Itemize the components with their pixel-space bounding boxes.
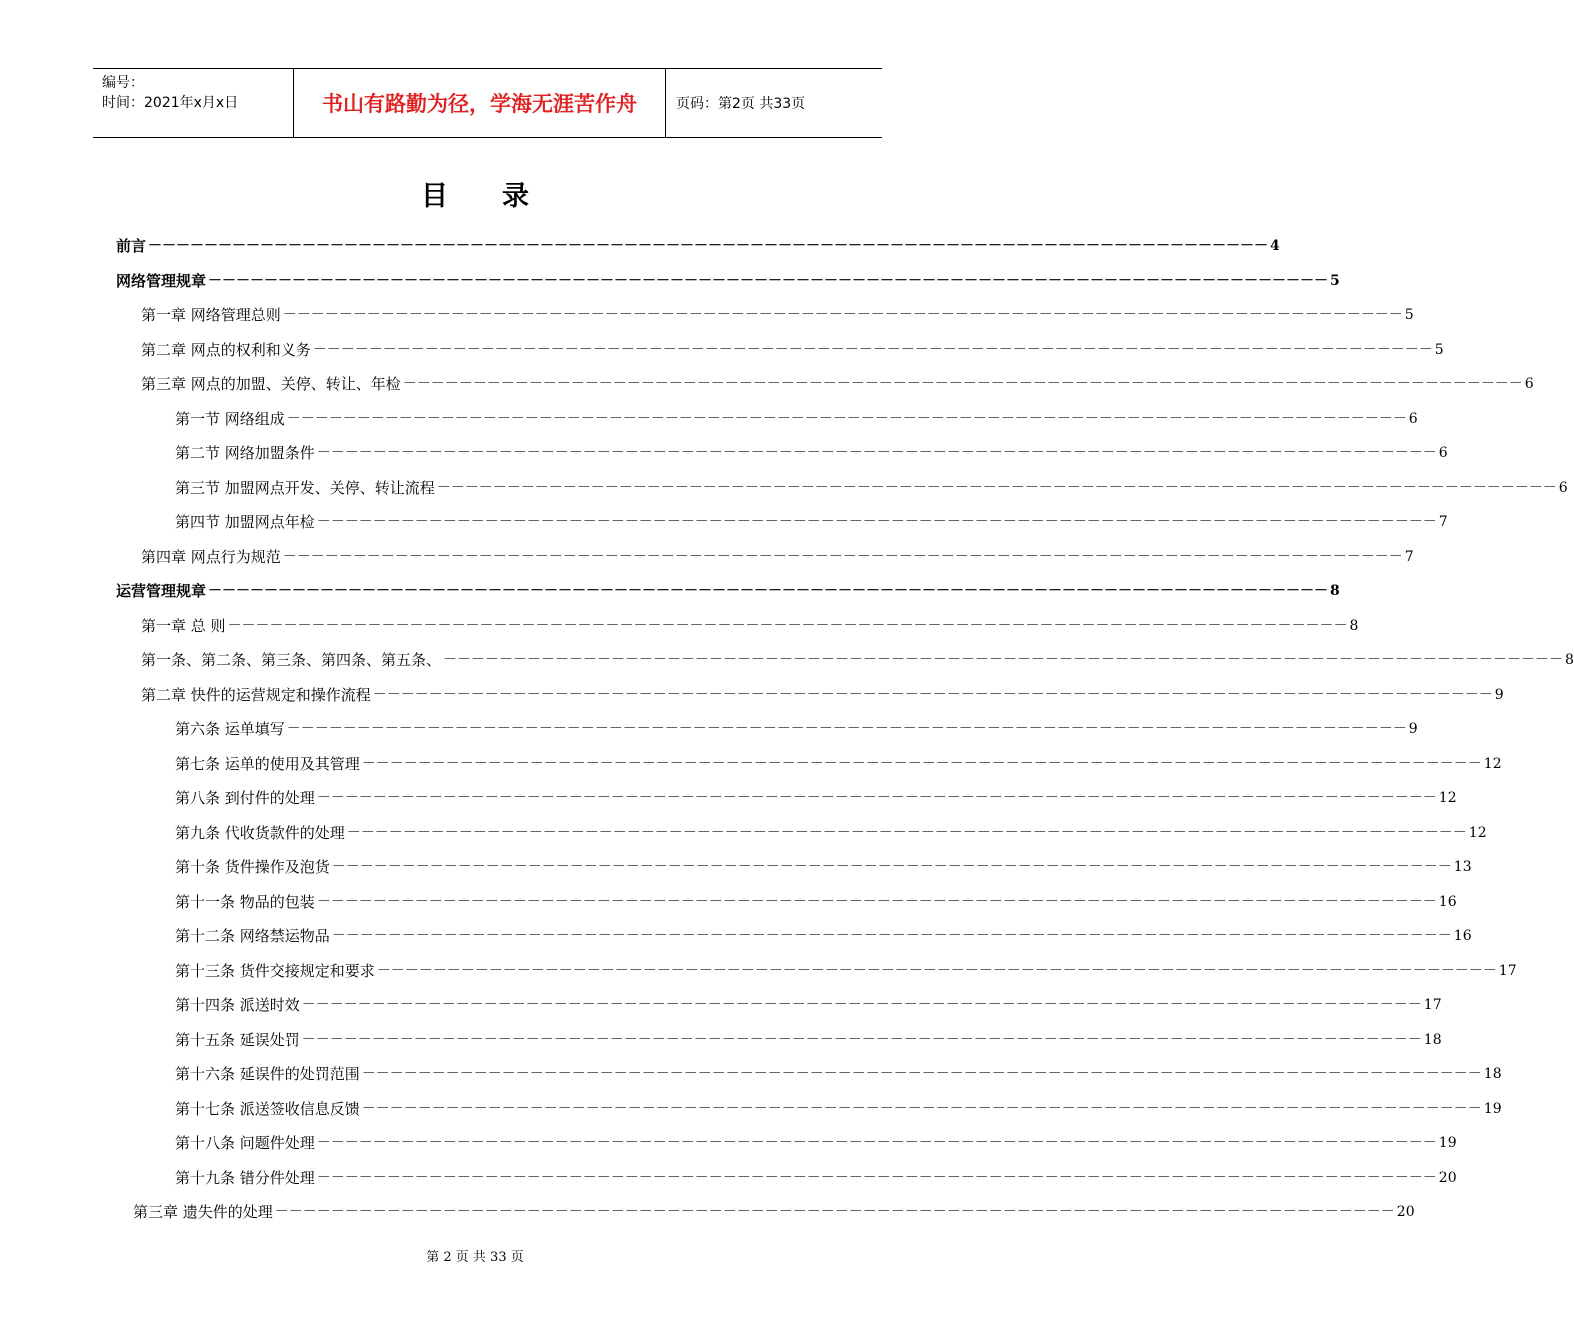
page-header [93,68,882,138]
toc-entry-label: 第十八条 问题件处理 [175,1134,315,1152]
toc-entry[interactable] [175,510,1448,534]
toc-entry-label: 第二章 快件的运营规定和操作流程 [141,685,371,704]
page-title: 目录 [421,181,583,212]
toc-entry[interactable] [175,993,1442,1017]
toc-entry-label: 第十九条 错分件处理 [175,1168,315,1187]
toc-leader: －－－－－－－－－－－－－－－－－－－－－－－－－－－－－－－－－－－－－－－－－－－－－－－－－－－－－－－－－－－－－－－－－－－－－－－－－－－－－－－－ [301,997,1422,1013]
toc-leader: －－－－－－－－－－－－－－－－－－－－－－－－－－－－－－－－－－－－－－－－－－－－－－－－－－－－－－－－－－－－－－－－－－－－－－－－－－－－－－－－ [148,238,1269,254]
toc-entry[interactable] [175,476,1568,500]
toc-entry-page: 6 [1438,445,1448,461]
toc-entry-label: 第八条 到付件的处理 [175,789,315,807]
toc-entry-label: 第七条 运单的使用及其管理 [175,754,360,773]
toc-entry-page: 16 [1453,928,1472,944]
toc-entry-label: 第十二条 网络禁运物品 [175,927,330,945]
toc-entry-label: 第十七条 派送签收信息反馈 [175,1099,360,1118]
toc-entry[interactable] [141,614,1359,638]
toc-entry-label: 第二章 网点的权利和义务 [141,340,311,359]
toc-entry-page: 19 [1438,1135,1457,1151]
toc-entry[interactable] [175,786,1457,810]
toc-leader: －－－－－－－－－－－－－－－－－－－－－－－－－－－－－－－－－－－－－－－－－－－－－－－－－－－－－－－－－－－－－－－－－－－－－－－－－－－－－－－－ [301,1031,1422,1048]
toc-leader: －－－－－－－－－－－－－－－－－－－－－－－－－－－－－－－－－－－－－－－－－－－－－－－－－－－－－－－－－－－－－－－－－－－－－－－－－－－－－－－－ [227,617,1348,634]
toc-entry[interactable] [175,821,1487,845]
toc-entry-page: 6 [1524,376,1534,392]
toc-leader: －－－－－－－－－－－－－－－－－－－－－－－－－－－－－－－－－－－－－－－－－－－－－－－－－－－－－－－－－－－－－－－－－－－－－－－－－－－－－－－－ [286,721,1407,737]
page-footer: 第 2 页 共 33 页 [426,1250,524,1265]
toc-entry-page: 6 [1408,410,1418,427]
toc-entry[interactable] [175,441,1448,465]
header-page-info: 页码：第2页 共33页 [676,96,806,112]
toc-entry-page: 7 [1438,514,1448,530]
toc-entry-label: 第一条、第二条、第三条、第四条、第五条、 [141,651,442,669]
toc-entry[interactable] [175,890,1457,914]
toc-entry-page: 8 [1349,617,1359,634]
toc-entry-page: 16 [1438,893,1457,910]
toc-entry-label: 第十条 货件操作及泡货 [175,858,330,876]
toc-entry[interactable] [175,924,1472,948]
toc-leader: －－－－－－－－－－－－－－－－－－－－－－－－－－－－－－－－－－－－－－－－－－－－－－－－－－－－－－－－－－－－－－－－－－－－－－－－－－－－－－－－ [331,928,1452,944]
toc-entry[interactable] [141,683,1504,707]
toc-entry-label: 第四节 加盟网点年检 [175,513,315,531]
toc-entry-label: 网络管理规章 [116,271,207,290]
toc-entry-page: 17 [1423,997,1442,1013]
toc-leader: －－－－－－－－－－－－－－－－－－－－－－－－－－－－－－－－－－－－－－－－－－－－－－－－－－－－－－－－－－－－－－－－－－－－－－－－－－－－－－－－ [208,272,1329,289]
toc-leader: －－－－－－－－－－－－－－－－－－－－－－－－－－－－－－－－－－－－－－－－－－－－－－－－－－－－－－－－－－－－－－－－－－－－－－－－－－－－－－－－ [361,755,1482,772]
toc-entry-page: 8 [1330,583,1340,599]
toc-leader: －－－－－－－－－－－－－－－－－－－－－－－－－－－－－－－－－－－－－－－－－－－－－－－－－－－－－－－－－－－－－－－－－－－－－－－－－－－－－－－－ [286,410,1407,427]
toc-entry-page: 20 [1396,1204,1415,1220]
toc-entry-label: 前言 [116,237,147,255]
toc-leader: －－－－－－－－－－－－－－－－－－－－－－－－－－－－－－－－－－－－－－－－－－－－－－－－－－－－－－－－－－－－－－－－－－－－－－－－－－－－－－－－ [402,376,1523,392]
toc-entry-page: 6 [1558,479,1568,496]
toc-entry[interactable] [175,1028,1442,1052]
toc-entry-page: 5 [1404,307,1414,323]
toc-entry[interactable] [133,1200,1415,1224]
toc-entry-label: 第一节 网络组成 [175,409,285,428]
toc-entry-page: 5 [1330,272,1340,289]
toc-entry[interactable] [141,372,1534,396]
toc-entry-page: 8 [1565,652,1574,668]
toc-entry-label: 第十五条 延误处罚 [175,1030,300,1049]
toc-entry-page: 12 [1438,790,1457,806]
toc-entry-label: 第九条 代收货款件的处理 [175,823,345,842]
toc-leader: －－－－－－－－－－－－－－－－－－－－－－－－－－－－－－－－－－－－－－－－－－－－－－－－－－－－－－－－－－－－－－－－－－－－－－－－－－－－－－－－ [372,686,1493,703]
toc-entry-page: 13 [1453,859,1472,875]
toc-leader: －－－－－－－－－－－－－－－－－－－－－－－－－－－－－－－－－－－－－－－－－－－－－－－－－－－－－－－－－－－－－－－－－－－－－－－－－－－－－－－－ [312,341,1433,358]
toc-leader: －－－－－－－－－－－－－－－－－－－－－－－－－－－－－－－－－－－－－－－－－－－－－－－－－－－－－－－－－－－－－－－－－－－－－－－－－－－－－－－－ [331,859,1452,875]
toc-entry-label: 运营管理规章 [116,582,207,600]
toc-leader: －－－－－－－－－－－－－－－－－－－－－－－－－－－－－－－－－－－－－－－－－－－－－－－－－－－－－－－－－－－－－－－－－－－－－－－－－－－－－－－－ [282,307,1403,323]
toc-entry[interactable] [175,959,1517,983]
toc-entry-label: 第六条 运单填写 [175,720,285,738]
number-label: 编号： [102,75,144,91]
toc-leader: －－－－－－－－－－－－－－－－－－－－－－－－－－－－－－－－－－－－－－－－－－－－－－－－－－－－－－－－－－－－－－－－－－－－－－－－－－－－－－－－ [274,1204,1395,1220]
toc-entry[interactable] [141,545,1414,569]
toc-entry-page: 9 [1494,686,1504,703]
toc-entry[interactable] [116,269,1340,293]
toc-entry[interactable] [175,717,1418,741]
toc-entry-label: 第三章 遗失件的处理 [133,1203,273,1221]
toc-leader: －－－－－－－－－－－－－－－－－－－－－－－－－－－－－－－－－－－－－－－－－－－－－－－－－－－－－－－－－－－－－－－－－－－－－－－－－－－－－－－－ [376,962,1497,979]
toc-leader: －－－－－－－－－－－－－－－－－－－－－－－－－－－－－－－－－－－－－－－－－－－－－－－－－－－－－－－－－－－－－－－－－－－－－－－－－－－－－－－－ [316,1135,1437,1151]
toc-entry-page: 19 [1483,1100,1502,1117]
toc-entry-label: 第一章 总 则 [141,616,226,635]
toc-entry[interactable] [116,234,1280,258]
toc-entry[interactable] [116,579,1340,603]
toc-entry[interactable] [141,648,1574,672]
header-meta [93,69,293,137]
toc-leader: －－－－－－－－－－－－－－－－－－－－－－－－－－－－－－－－－－－－－－－－－－－－－－－－－－－－－－－－－－－－－－－－－－－－－－－－－－－－－－－－ [282,548,1403,565]
toc-entry-label: 第十四条 派送时效 [175,996,300,1014]
toc-entry-page: 17 [1498,962,1517,979]
toc-leader: －－－－－－－－－－－－－－－－－－－－－－－－－－－－－－－－－－－－－－－－－－－－－－－－－－－－－－－－－－－－－－－－－－－－－－－－－－－－－－－－ [316,445,1437,461]
toc-entry-label: 第一章 网络管理总则 [141,306,281,324]
toc-entry[interactable] [175,752,1502,776]
toc-entry-label: 第十一条 物品的包装 [175,892,315,911]
toc-entry-page: 18 [1483,1066,1502,1082]
toc-entry-page: 12 [1468,824,1487,841]
toc-entry-page: 18 [1423,1031,1442,1048]
toc-entry[interactable] [175,407,1418,431]
toc-leader: －－－－－－－－－－－－－－－－－－－－－－－－－－－－－－－－－－－－－－－－－－－－－－－－－－－－－－－－－－－－－－－－－－－－－－－－－－－－－－－－ [361,1066,1482,1082]
toc-entry-label: 第三节 加盟网点开发、关停、转让流程 [175,478,435,497]
toc-entry[interactable] [141,303,1414,327]
toc-entry[interactable] [175,1097,1502,1121]
toc-entry-label: 第二节 网络加盟条件 [175,444,315,462]
header-motto: 书山有路勤为径，学海无涯苦作舟 [293,69,666,137]
toc-leader: －－－－－－－－－－－－－－－－－－－－－－－－－－－－－－－－－－－－－－－－－－－－－－－－－－－－－－－－－－－－－－－－－－－－－－－－－－－－－－－－ [316,1169,1437,1186]
toc-entry-label: 第十六条 延误件的处罚范围 [175,1065,360,1083]
toc-entry-label: 第三章 网点的加盟、关停、转让、年检 [141,375,401,393]
toc-entry[interactable] [175,1166,1457,1190]
toc-entry-page: 9 [1408,721,1418,737]
toc-entry-page: 4 [1270,238,1280,254]
toc-entry-label: 第四章 网点行为规范 [141,547,281,566]
toc-leader: －－－－－－－－－－－－－－－－－－－－－－－－－－－－－－－－－－－－－－－－－－－－－－－－－－－－－－－－－－－－－－－－－－－－－－－－－－－－－－－－ [208,583,1329,599]
toc-leader: －－－－－－－－－－－－－－－－－－－－－－－－－－－－－－－－－－－－－－－－－－－－－－－－－－－－－－－－－－－－－－－－－－－－－－－－－－－－－－－－ [316,514,1437,530]
toc-leader: －－－－－－－－－－－－－－－－－－－－－－－－－－－－－－－－－－－－－－－－－－－－－－－－－－－－－－－－－－－－－－－－－－－－－－－－－－－－－－－－ [443,652,1564,668]
toc-entry-label: 第十三条 货件交接规定和要求 [175,961,375,980]
toc-entry[interactable] [175,855,1472,879]
toc-entry-page: 5 [1434,341,1444,358]
time-label: 时间：2021年x月x日 [102,95,239,111]
toc-leader: －－－－－－－－－－－－－－－－－－－－－－－－－－－－－－－－－－－－－－－－－－－－－－－－－－－－－－－－－－－－－－－－－－－－－－－－－－－－－－－－ [436,479,1557,496]
toc-entry-page: 12 [1483,755,1502,772]
toc-entry-page: 20 [1438,1169,1457,1186]
toc-leader: －－－－－－－－－－－－－－－－－－－－－－－－－－－－－－－－－－－－－－－－－－－－－－－－－－－－－－－－－－－－－－－－－－－－－－－－－－－－－－－－ [346,824,1467,841]
toc-leader: －－－－－－－－－－－－－－－－－－－－－－－－－－－－－－－－－－－－－－－－－－－－－－－－－－－－－－－－－－－－－－－－－－－－－－－－－－－－－－－－ [316,790,1437,806]
toc-entry[interactable] [175,1131,1457,1155]
toc-entry[interactable] [175,1062,1502,1086]
toc-entry-page: 7 [1404,548,1414,565]
toc-leader: －－－－－－－－－－－－－－－－－－－－－－－－－－－－－－－－－－－－－－－－－－－－－－－－－－－－－－－－－－－－－－－－－－－－－－－－－－－－－－－－ [316,893,1437,910]
toc-entry[interactable] [141,338,1444,362]
toc-leader: －－－－－－－－－－－－－－－－－－－－－－－－－－－－－－－－－－－－－－－－－－－－－－－－－－－－－－－－－－－－－－－－－－－－－－－－－－－－－－－－ [361,1100,1482,1117]
